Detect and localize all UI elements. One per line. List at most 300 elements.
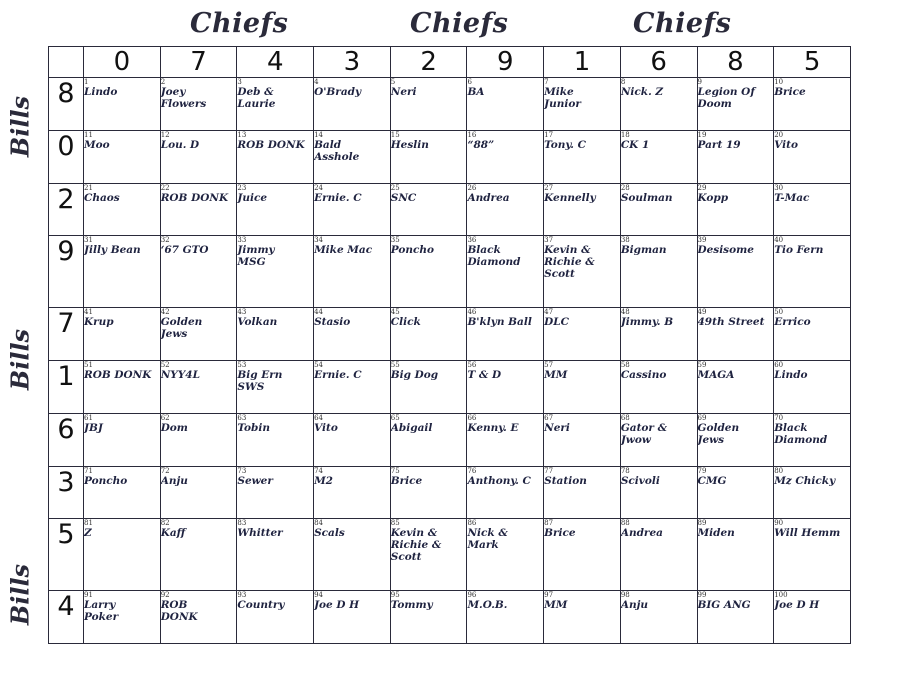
- square-number: 2: [160, 78, 166, 86]
- square-cell: [467, 131, 544, 184]
- square-owner-name: Big Ern SWS: [237, 368, 283, 393]
- column-digit-row: [49, 47, 851, 78]
- square-owner-name: Click: [390, 315, 421, 328]
- square-cell: [237, 235, 314, 307]
- square-owner-name: Larry Poker: [84, 598, 119, 623]
- square-cell: [84, 590, 161, 643]
- row-digit: 3: [49, 467, 84, 518]
- square-cell: [390, 518, 467, 590]
- square-number: 26: [467, 184, 477, 193]
- grid-row: [49, 590, 851, 643]
- square-cell: [620, 184, 697, 235]
- square-number: 28: [620, 184, 630, 193]
- square-owner-name: ROB DONK: [237, 139, 305, 152]
- square-cell: [160, 467, 237, 518]
- square-cell: [774, 590, 851, 643]
- square-number: 95: [390, 590, 400, 599]
- square-owner-name: Jimmy. B: [620, 315, 674, 328]
- square-cell: [314, 184, 391, 235]
- square-cell: [697, 184, 774, 235]
- column-digit: 7: [160, 47, 237, 78]
- team-label-side-2: Bills: [5, 328, 35, 391]
- square-number: 27: [544, 184, 554, 193]
- square-owner-name: Kaff: [160, 526, 186, 539]
- square-owner-name: Abigail: [390, 422, 433, 435]
- square-owner-name: ROB DONK: [160, 598, 198, 623]
- square-number: 4: [314, 78, 319, 86]
- square-number: 13: [237, 131, 247, 140]
- square-number: 52: [160, 360, 170, 369]
- square-number: 25: [390, 184, 400, 193]
- square-owner-name: Lindo: [84, 86, 118, 98]
- square-owner-name: Kennelly: [544, 192, 596, 205]
- square-number: 92: [160, 590, 170, 599]
- square-cell: [620, 467, 697, 518]
- square-number: 68: [620, 414, 630, 423]
- square-owner-name: JBJ: [84, 422, 103, 435]
- square-cell: [390, 78, 467, 131]
- square-cell: [774, 184, 851, 235]
- square-cell: [160, 518, 237, 590]
- square-cell: [697, 467, 774, 518]
- square-cell: [467, 518, 544, 590]
- square-number: 91: [84, 590, 93, 599]
- square-owner-name: Desisome: [697, 243, 754, 256]
- square-owner-name: Bigman: [620, 243, 667, 256]
- square-owner-name: Joe D H: [314, 598, 360, 611]
- square-owner-name: Nick. Z: [620, 86, 664, 98]
- square-number: 97: [544, 590, 554, 599]
- square-number: 96: [467, 590, 477, 599]
- square-number: 100: [774, 590, 788, 599]
- square-owner-name: Tio Fern: [774, 243, 824, 256]
- column-digit: 6: [620, 47, 697, 78]
- square-owner-name: Mike Mac: [314, 243, 373, 256]
- grid-row: [49, 235, 851, 307]
- square-cell: [160, 78, 237, 131]
- square-number: 66: [467, 414, 477, 423]
- square-owner-name: Jilly Bean: [84, 243, 141, 256]
- square-number: 9: [697, 78, 702, 86]
- square-owner-name: Scivoli: [620, 475, 660, 488]
- square-cell: [697, 235, 774, 307]
- grid-row: [49, 78, 851, 131]
- square-number: 85: [390, 518, 400, 527]
- square-cell: [774, 131, 851, 184]
- square-number: 94: [314, 590, 323, 599]
- square-cell: [774, 235, 851, 307]
- square-owner-name: Jimmy MSG: [237, 243, 275, 268]
- square-number: 47: [544, 307, 554, 316]
- square-owner-name: Mz Chicky: [774, 475, 836, 488]
- square-owner-name: NYY4L: [160, 368, 200, 381]
- square-number: 1: [84, 78, 89, 86]
- square-cell: [237, 467, 314, 518]
- square-cell: [314, 307, 391, 360]
- square-number: 30: [774, 184, 784, 193]
- square-cell: [697, 590, 774, 643]
- square-number: 12: [160, 131, 170, 140]
- square-owner-name: Bald Asshole: [314, 139, 360, 164]
- square-owner-name: Station: [544, 475, 587, 488]
- square-owner-name: Lou. D: [160, 139, 200, 152]
- square-cell: [544, 467, 621, 518]
- square-number: 74: [314, 467, 323, 476]
- team-label-top-3: Chiefs: [633, 8, 732, 39]
- square-cell: [160, 131, 237, 184]
- row-digit: 4: [49, 590, 84, 643]
- square-owner-name: Joe D H: [774, 598, 820, 611]
- square-owner-name: Anju: [620, 598, 649, 611]
- square-cell: [314, 467, 391, 518]
- square-owner-name: Country: [237, 598, 285, 611]
- square-cell: [314, 360, 391, 413]
- square-cell: [237, 131, 314, 184]
- square-cell: [84, 414, 161, 467]
- square-owner-name: Moo: [84, 139, 110, 152]
- grid-row: [49, 131, 851, 184]
- square-number: 51: [84, 360, 93, 369]
- square-cell: [237, 414, 314, 467]
- square-number: 80: [774, 467, 784, 476]
- square-number: 67: [544, 414, 554, 423]
- square-number: 62: [160, 414, 170, 423]
- square-number: 75: [390, 467, 400, 476]
- square-owner-name: ROB DONK: [84, 368, 152, 381]
- square-cell: [84, 360, 161, 413]
- square-number: 14: [314, 131, 323, 140]
- square-owner-name: Nick & Mark: [467, 526, 508, 551]
- square-owner-name: M2: [314, 475, 333, 488]
- square-owner-name: Sewer: [237, 475, 273, 488]
- square-owner-name: Kevin & Richie & Scott: [390, 526, 442, 563]
- column-digit: 3: [314, 47, 391, 78]
- square-number: 42: [160, 307, 170, 316]
- square-owner-name: Andrea: [620, 526, 663, 539]
- square-number: 88: [620, 518, 630, 527]
- square-number: 69: [697, 414, 707, 423]
- square-number: 17: [544, 131, 554, 140]
- square-cell: [390, 414, 467, 467]
- square-cell: [544, 235, 621, 307]
- square-owner-name: Errico: [774, 315, 811, 328]
- square-owner-name: Neri: [390, 86, 417, 98]
- square-number: 3: [237, 78, 242, 86]
- square-number: 39: [697, 235, 707, 244]
- square-cell: [390, 360, 467, 413]
- corner-cell: [49, 47, 84, 78]
- square-cell: [697, 414, 774, 467]
- square-owner-name: Poncho: [390, 243, 435, 256]
- row-digit: 1: [49, 360, 84, 413]
- square-cell: [160, 414, 237, 467]
- square-owner-name: Whitter: [237, 526, 283, 539]
- square-number: 86: [467, 518, 477, 527]
- square-cell: [84, 235, 161, 307]
- square-owner-name: Miden: [697, 526, 735, 539]
- square-owner-name: Kopp: [697, 192, 729, 205]
- square-owner-name: Scals: [314, 526, 345, 539]
- square-number: 73: [237, 467, 247, 476]
- square-cell: [774, 414, 851, 467]
- square-cell: [390, 307, 467, 360]
- square-owner-name: Stasio: [314, 315, 351, 328]
- square-cell: [544, 518, 621, 590]
- square-cell: [160, 235, 237, 307]
- square-cell: [620, 307, 697, 360]
- square-owner-name: Brice: [390, 475, 423, 488]
- square-number: 98: [620, 590, 630, 599]
- square-cell: [697, 131, 774, 184]
- square-owner-name: Vito: [774, 139, 798, 152]
- square-cell: [774, 307, 851, 360]
- square-owner-name: O'Brady: [314, 86, 362, 98]
- square-owner-name: Vito: [314, 422, 338, 435]
- square-number: 21: [84, 184, 93, 193]
- square-number: 65: [390, 414, 400, 423]
- square-number: 22: [160, 184, 170, 193]
- square-number: 32: [160, 235, 170, 244]
- grid-row: [49, 360, 851, 413]
- square-cell: [84, 467, 161, 518]
- square-owner-name: 49th Street: [697, 315, 765, 328]
- square-cell: [467, 360, 544, 413]
- square-owner-name: Tommy: [390, 598, 433, 611]
- column-digit: 2: [390, 47, 467, 78]
- column-digit: 5: [774, 47, 851, 78]
- square-owner-name: BA: [467, 86, 485, 98]
- square-cell: [314, 590, 391, 643]
- square-owner-name: Big Dog: [390, 368, 439, 381]
- square-owner-name: Tony. C: [544, 139, 586, 152]
- square-owner-name: ROB DONK: [160, 192, 229, 205]
- square-cell: [390, 235, 467, 307]
- square-cell: [697, 78, 774, 131]
- square-number: 87: [544, 518, 554, 527]
- square-owner-name: Legion Of Doom: [697, 86, 755, 110]
- square-cell: [467, 235, 544, 307]
- column-digit: 1: [544, 47, 621, 78]
- square-number: 82: [160, 518, 170, 527]
- square-cell: [620, 235, 697, 307]
- square-number: 78: [620, 467, 630, 476]
- square-owner-name: DLC: [544, 315, 569, 328]
- square-cell: [544, 360, 621, 413]
- square-number: 53: [237, 360, 247, 369]
- grid-row: [49, 307, 851, 360]
- square-cell: [774, 360, 851, 413]
- square-cell: [314, 518, 391, 590]
- square-number: 31: [84, 235, 93, 244]
- square-number: 79: [697, 467, 707, 476]
- square-cell: [544, 78, 621, 131]
- square-cell: [314, 78, 391, 131]
- team-label-top-2: Chiefs: [410, 8, 509, 39]
- square-owner-name: Neri: [544, 422, 570, 435]
- square-cell: [774, 518, 851, 590]
- square-number: 10: [774, 78, 784, 86]
- square-number: 76: [467, 467, 477, 476]
- square-cell: [620, 131, 697, 184]
- square-cell: [390, 590, 467, 643]
- square-cell: [314, 414, 391, 467]
- square-owner-name: Heslin: [390, 139, 429, 152]
- square-cell: [467, 467, 544, 518]
- square-number: 37: [544, 235, 554, 244]
- square-number: 35: [390, 235, 400, 244]
- grid-row: [49, 414, 851, 467]
- square-cell: [467, 414, 544, 467]
- square-number: 89: [697, 518, 707, 527]
- square-owner-name: Ernie. C: [314, 192, 362, 205]
- square-number: 57: [544, 360, 554, 369]
- square-owner-name: Golden Jews: [697, 422, 740, 447]
- square-owner-name: Volkan: [237, 315, 278, 328]
- square-owner-name: BIG ANG: [697, 598, 751, 611]
- square-number: 34: [314, 235, 323, 244]
- square-cell: [237, 307, 314, 360]
- square-cell: [237, 518, 314, 590]
- square-number: 49: [697, 307, 707, 316]
- square-cell: [544, 307, 621, 360]
- square-cell: [237, 360, 314, 413]
- square-number: 44: [314, 307, 323, 316]
- square-owner-name: MAGA: [697, 368, 735, 381]
- square-number: 61: [84, 414, 93, 423]
- square-number: 6: [467, 78, 472, 86]
- square-cell: [314, 131, 391, 184]
- square-cell: [84, 131, 161, 184]
- square-owner-name: Deb & Laurie: [237, 86, 276, 110]
- square-cell: [544, 590, 621, 643]
- square-owner-name: M.O.B.: [467, 598, 508, 611]
- square-number: 33: [237, 235, 247, 244]
- square-owner-name: ‘67 GTO: [160, 243, 209, 256]
- square-cell: [237, 184, 314, 235]
- square-number: 18: [620, 131, 630, 140]
- square-number: 77: [544, 467, 554, 476]
- square-owner-name: Kenny. E: [467, 422, 519, 435]
- square-owner-name: Juice: [237, 192, 268, 205]
- square-number: 16: [467, 131, 477, 140]
- square-owner-name: Will Hemm: [774, 526, 841, 539]
- square-cell: [620, 590, 697, 643]
- row-digit: 9: [49, 235, 84, 307]
- square-number: 29: [697, 184, 707, 193]
- square-cell: [84, 184, 161, 235]
- square-cell: [84, 78, 161, 131]
- square-number: 59: [697, 360, 707, 369]
- square-cell: [160, 184, 237, 235]
- square-cell: [697, 518, 774, 590]
- square-number: 38: [620, 235, 630, 244]
- square-owner-name: Cassino: [620, 368, 667, 381]
- square-cell: [467, 78, 544, 131]
- column-digit: 8: [697, 47, 774, 78]
- square-number: 58: [620, 360, 630, 369]
- square-owner-name: CMG: [697, 475, 727, 488]
- square-cell: [160, 307, 237, 360]
- column-digit: 4: [237, 47, 314, 78]
- square-number: 81: [84, 518, 93, 527]
- square-number: 20: [774, 131, 784, 140]
- square-owner-name: Mike Junior: [544, 86, 581, 110]
- square-owner-name: Kevin & Richie & Scott: [544, 243, 595, 280]
- square-number: 99: [697, 590, 707, 599]
- square-cell: [467, 184, 544, 235]
- square-number: 7: [544, 78, 549, 86]
- square-number: 64: [314, 414, 323, 423]
- square-number: 24: [314, 184, 323, 193]
- square-number: 55: [390, 360, 400, 369]
- square-cell: [544, 131, 621, 184]
- square-owner-name: “88”: [467, 139, 495, 152]
- square-number: 90: [774, 518, 784, 527]
- square-owner-name: Lindo: [774, 368, 808, 381]
- square-owner-name: Ernie. C: [314, 368, 362, 381]
- square-number: 93: [237, 590, 247, 599]
- square-owner-name: Gator & Jwow: [620, 422, 668, 447]
- square-cell: [774, 78, 851, 131]
- square-owner-name: Brice: [544, 526, 576, 539]
- square-cell: [390, 131, 467, 184]
- square-cell: [237, 78, 314, 131]
- row-digit: 5: [49, 518, 84, 590]
- team-label-side-1: Bills: [5, 95, 35, 158]
- square-number: 5: [390, 78, 396, 86]
- row-digit: 8: [49, 78, 84, 131]
- square-number: 60: [774, 360, 784, 369]
- square-owner-name: Part 19: [697, 139, 741, 152]
- square-number: 11: [84, 131, 93, 140]
- square-owner-name: Black Diamond: [774, 422, 828, 447]
- square-number: 71: [84, 467, 93, 476]
- square-number: 36: [467, 235, 477, 244]
- square-owner-name: Black Diamond: [467, 243, 521, 268]
- square-number: 41: [84, 307, 93, 316]
- square-cell: [544, 414, 621, 467]
- square-owner-name: T-Mac: [774, 192, 810, 205]
- square-owner-name: Chaos: [84, 192, 120, 205]
- square-owner-name: Anthony. C: [467, 475, 531, 488]
- square-cell: [620, 78, 697, 131]
- team-label-top-1: Chiefs: [190, 8, 289, 39]
- square-cell: [620, 414, 697, 467]
- square-cell: [697, 360, 774, 413]
- grid-row: [49, 184, 851, 235]
- square-number: 45: [390, 307, 400, 316]
- square-number: 84: [314, 518, 323, 527]
- square-owner-name: T & D: [467, 368, 502, 381]
- square-number: 72: [160, 467, 170, 476]
- team-label-side-3: Bills: [5, 563, 35, 626]
- column-digit: 9: [467, 47, 544, 78]
- square-number: 43: [237, 307, 247, 316]
- square-cell: [620, 518, 697, 590]
- square-owner-name: MM: [544, 368, 568, 381]
- square-cell: [390, 467, 467, 518]
- square-cell: [697, 307, 774, 360]
- row-digit: 7: [49, 307, 84, 360]
- square-number: 83: [237, 518, 247, 527]
- square-cell: [84, 307, 161, 360]
- squares-grid: [48, 46, 851, 644]
- row-digit: 6: [49, 414, 84, 467]
- square-owner-name: MM: [544, 598, 568, 611]
- square-owner-name: Golden Jews: [160, 315, 203, 340]
- square-cell: [160, 360, 237, 413]
- square-owner-name: Tobin: [237, 422, 270, 435]
